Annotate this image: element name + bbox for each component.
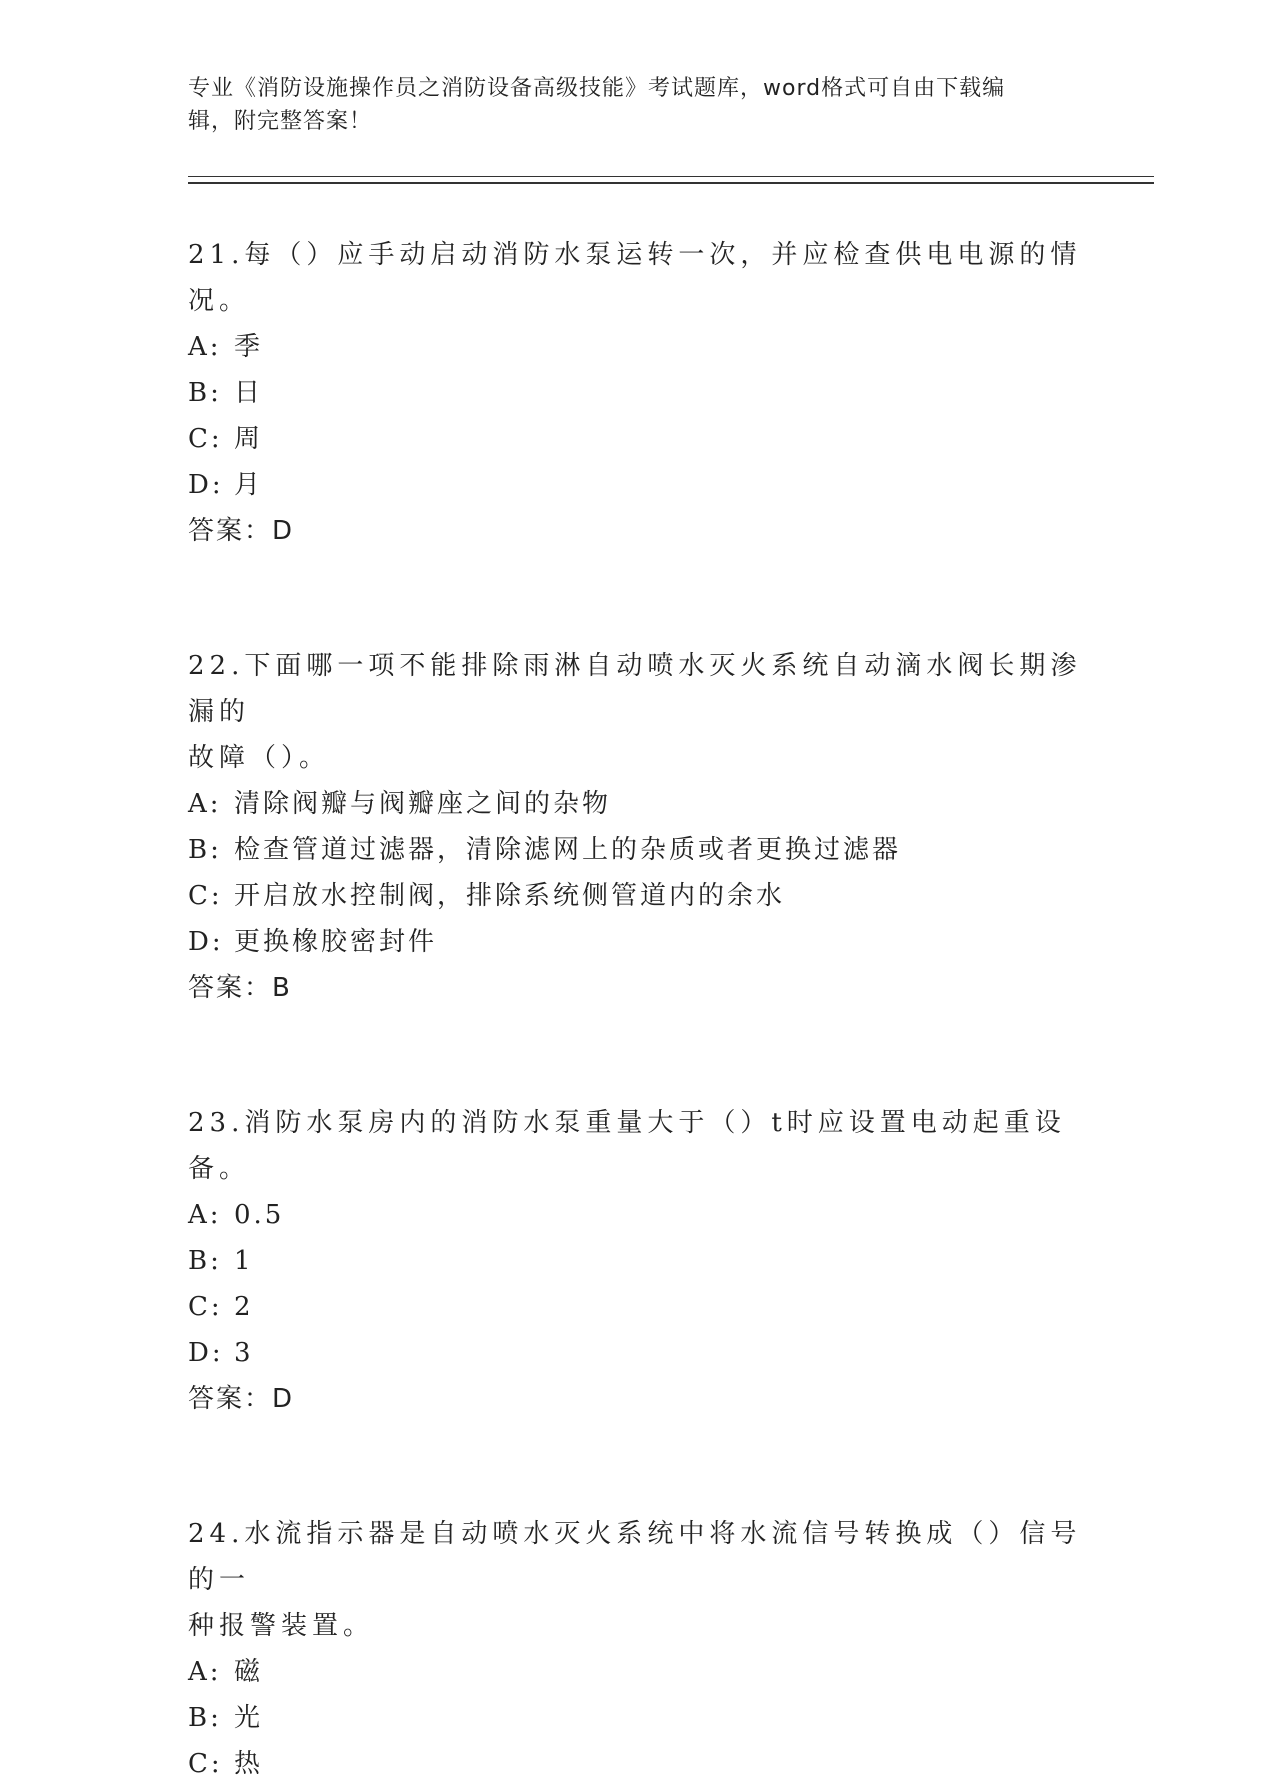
header-line-1: 专业《消防设施操作员之消防设备高级技能》考试题库，word格式可自由下载编 [188, 76, 1006, 101]
option-d [188, 919, 1088, 965]
option-letter: C: [188, 424, 223, 454]
header-line-2: 辑，附完整答案！ [188, 109, 373, 134]
answer-line: 答案：B [188, 973, 292, 1003]
option-text: 检查管道过滤器，清除滤网上的杂质或者更换过滤器 [234, 835, 902, 865]
option-b [188, 1695, 1088, 1741]
option-text: 更换橡胶密封件 [234, 927, 438, 957]
option-text: 3 [234, 1338, 254, 1368]
option-text: 季 [234, 332, 264, 362]
option-text: 周 [234, 424, 264, 454]
option-letter: B: [188, 1703, 222, 1733]
question-stem-continued: 种报警装置。 [188, 1611, 375, 1641]
question-stem: 22.下面哪一项不能排除雨淋自动喷水灭火系统自动滴水阀长期渗漏的 [188, 651, 1082, 727]
option-text: 日 [234, 378, 264, 408]
option-letter: A: [188, 1200, 222, 1230]
question-22 [188, 643, 1088, 1011]
option-d [188, 462, 1088, 508]
option-c [188, 873, 1088, 919]
option-text: 0.5 [234, 1200, 285, 1230]
option-letter: C: [188, 1749, 223, 1779]
question-list [188, 232, 1088, 1787]
option-b [188, 1238, 1088, 1284]
option-text: 磁 [234, 1657, 264, 1687]
header-divider-top [188, 176, 1154, 177]
option-text: 清除阀瓣与阀瓣座之间的杂物 [234, 789, 612, 819]
option-letter: A: [188, 332, 222, 362]
option-letter: C: [188, 881, 223, 911]
question-stem: 21.每（）应手动启动消防水泵运转一次，并应检查供电电源的情况。 [188, 240, 1082, 316]
question-stem: 23.消防水泵房内的消防水泵重量大于（）t时应设置电动起重设备。 [188, 1108, 1066, 1184]
question-23 [188, 1100, 1088, 1422]
question-stem-continued: 故障（）。 [188, 743, 331, 773]
question-24 [188, 1511, 1088, 1787]
option-letter: D: [188, 470, 224, 500]
option-letter: D: [188, 927, 224, 957]
option-c [188, 1741, 1088, 1787]
option-a [188, 781, 1088, 827]
option-b [188, 827, 1088, 873]
option-text: 2 [234, 1292, 254, 1322]
option-c [188, 416, 1088, 462]
option-letter: D: [188, 1338, 224, 1368]
option-text: 光 [234, 1703, 264, 1733]
option-text: 热 [234, 1749, 264, 1779]
document-header [188, 72, 1068, 138]
answer-line: 答案：D [188, 1384, 295, 1414]
answer-line: 答案：D [188, 516, 295, 546]
option-text: 月 [234, 470, 264, 500]
option-text: 1 [234, 1246, 254, 1276]
option-letter: A: [188, 789, 222, 819]
option-letter: B: [188, 1246, 222, 1276]
option-letter: B: [188, 835, 222, 865]
header-divider-bottom [188, 182, 1154, 184]
option-a [188, 1192, 1088, 1238]
option-b [188, 370, 1088, 416]
option-letter: C: [188, 1292, 223, 1322]
option-d [188, 1330, 1088, 1376]
question-21 [188, 232, 1088, 554]
option-letter: B: [188, 378, 222, 408]
question-stem: 24.水流指示器是自动喷水灭火系统中将水流信号转换成（）信号的一 [188, 1519, 1082, 1595]
option-letter: A: [188, 1657, 222, 1687]
option-a [188, 324, 1088, 370]
option-text: 开启放水控制阀，排除系统侧管道内的余水 [234, 881, 786, 911]
option-a [188, 1649, 1088, 1695]
option-c [188, 1284, 1088, 1330]
